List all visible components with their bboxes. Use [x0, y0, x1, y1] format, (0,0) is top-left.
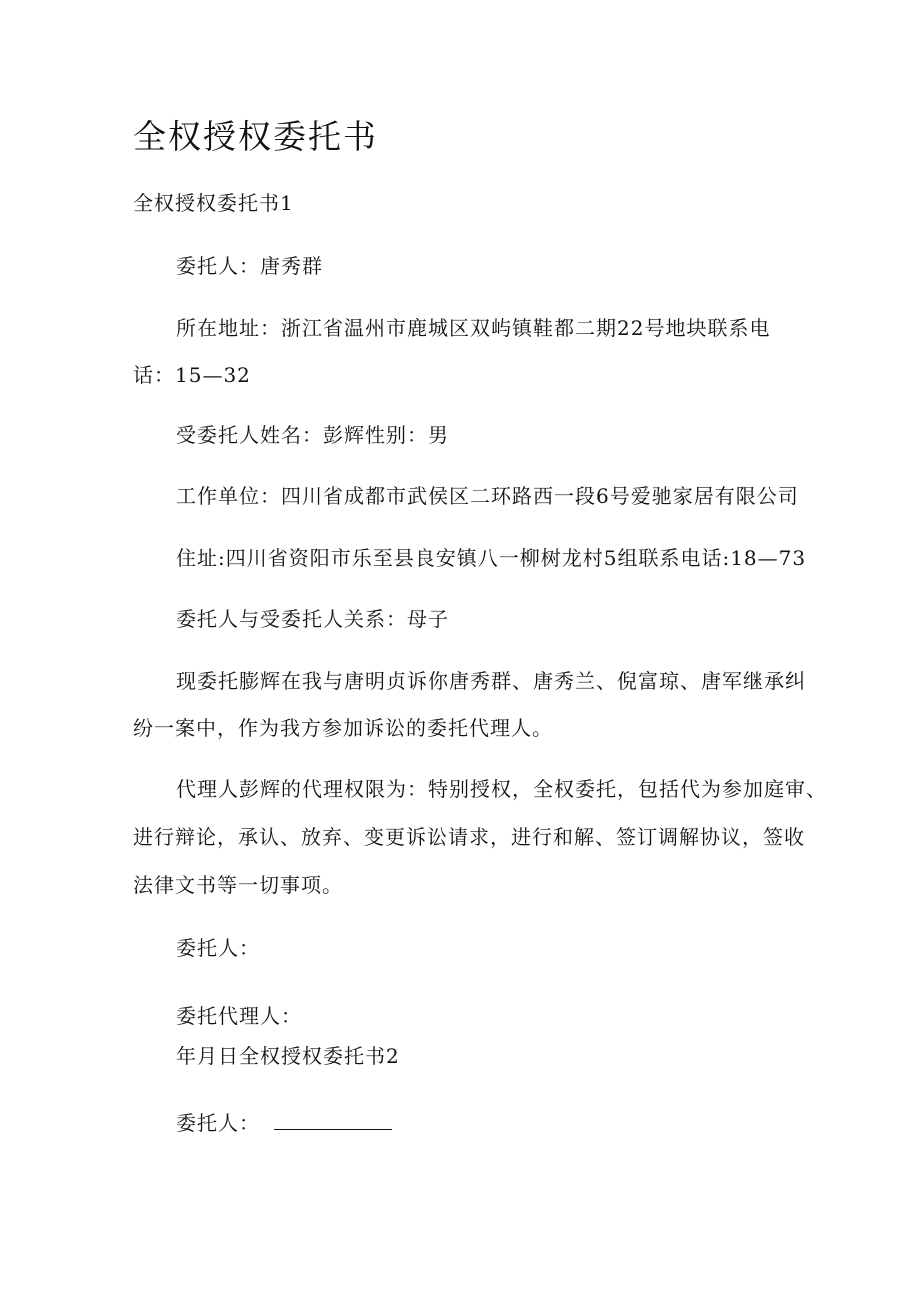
agent-line: 受委托人姓名：彭辉性别：男 [176, 423, 449, 447]
residence-line: 住址:四川省资阳市乐至县良安镇八一柳树龙村5组联系电话:18—73 [176, 546, 807, 570]
workplace-line: 工作单位：四川省成都市武侯区二环路西一段6号爱驰家居有限公司 [176, 484, 799, 508]
section-2-principal-label: 委托人： [176, 1111, 260, 1135]
relation-line: 委托人与受委托人关系：母子 [176, 607, 449, 631]
scope-line-3: 法律文书等一切事项。 [133, 873, 343, 897]
principal-line: 委托人：唐秀群 [176, 254, 323, 278]
section-1-heading: 全权授权委托书1 [133, 191, 294, 215]
case-line-2: 纷一案中，作为我方参加诉讼的委托代理人。 [133, 716, 553, 740]
document-title: 全权授权委托书 [133, 117, 378, 156]
section-2-principal-row [176, 1109, 392, 1137]
signature-blank[interactable] [274, 1109, 392, 1130]
address-line-2: 话：15—32 [133, 363, 251, 387]
date-and-section-2-heading: 年月日全权授权委托书2 [176, 1044, 400, 1068]
sign-agent-label: 委托代理人： [176, 1004, 302, 1028]
scope-line-1: 代理人彭辉的代理权限为：特别授权，全权委托，包括代为参加庭审、 [176, 777, 827, 801]
scope-line-2: 进行辩论，承认、放弃、变更诉讼请求，进行和解、签订调解协议，签收 [133, 825, 805, 849]
address-line-1: 所在地址：浙江省温州市鹿城区双屿镇鞋都二期22号地块联系电 [176, 316, 771, 340]
sign-principal-label: 委托人： [176, 936, 260, 960]
case-line-1: 现委托膨辉在我与唐明贞诉你唐秀群、唐秀兰、倪富琼、唐军继承纠 [176, 669, 806, 693]
